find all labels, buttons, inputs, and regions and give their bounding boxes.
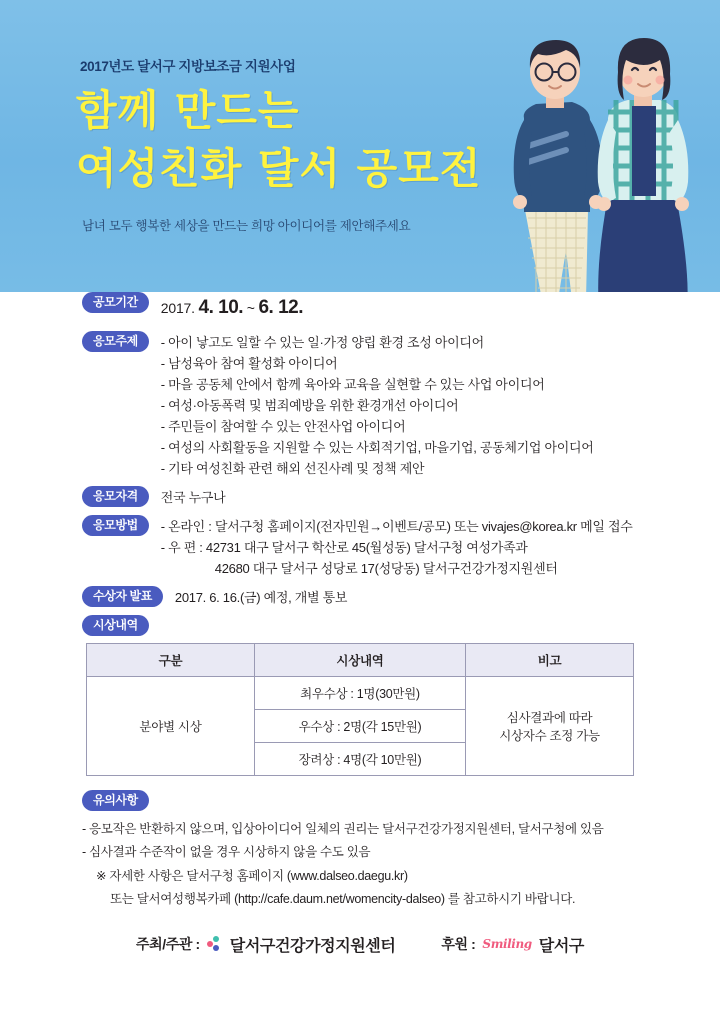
section-announcement [0,586,720,608]
poster-title-line-2: 여성친화 달서 공모전 [76,144,482,193]
header-kicker: 2017년도 달서구 지방보조금 지원사업 [80,59,296,74]
period-value [161,292,303,324]
method-mail-second-address: 42680 대구 달서구 성당로 17(성당동) 달서구건강가정지원센터 [214,561,558,577]
period-year: 2017. [160,300,195,316]
poster-body [0,292,720,956]
woman-figure [597,38,689,292]
notice-list [0,818,720,911]
topic-item: - 주민들이 참여할 수 있는 안전사업 아이디어 [160,418,406,434]
tag-period: 공모기간 [82,292,149,313]
host-organization: 달서구건강가정지원센터 [229,937,396,955]
eligibility-value: 전국 누구나 [160,490,226,506]
section-topic [0,331,720,479]
topic-item: - 여성의 사회활동을 지원할 수 있는 사회적기업, 마을기업, 공동체기업 아이디어 [160,440,594,455]
topic-item: - 남성육아 참여 활성화 아이디어 [160,355,338,371]
method-online: - 온라인 : 달서구청 홈페이지(전자민원→이벤트/공모) 또는 vivajes@korea.kr 메일 접수 [160,519,633,535]
announcement-value: 2017. 6. 16.(금) 예정, 개별 통보 [174,590,348,606]
section-period [0,292,720,324]
tag-eligibility: 응모자격 [82,486,149,507]
notice-item: - 응모작은 반환하지 않으며, 입상아이디어 일체의 권리는 달서구건강가정지원센터, 달서구청에 있음 [82,822,604,837]
table-col-category: 구분 [87,644,255,677]
topic-item: - 마을 공동체 안에서 함께 육아와 교육을 실현할 수 있는 사업 아이디어 [160,376,545,392]
sponsor-organization: 달서구 [538,937,584,955]
awards-prize: 장려상 : 4명(각 10만원) [254,743,465,776]
awards-table [86,643,634,776]
topic-item: - 아이 낳고도 일할 수 있는 일·가정 양립 환경 조성 아이디어 [160,334,484,350]
poster-footer [0,933,720,956]
notice-item: 또는 달서여성행복카페 (http://cafe.daum.net/womencity-dalseo) 를 참고하시기 바랍니다. [110,891,576,906]
sponsor-label: 후원 : [441,936,476,953]
topic-item: - 기타 여성친화 관련 해외 선진사례 및 정책 제안 [160,461,425,477]
sponsor-group [441,933,584,956]
host-group [136,933,395,956]
awards-note-line-2: 시상자수 조정 가능 [499,729,600,744]
poster-header [0,0,720,292]
man-figure [513,40,603,292]
table-col-award: 시상내역 [254,644,465,677]
host-label: 주최/주관 : [136,936,200,953]
period-end: 6. 12. [258,297,304,318]
tag-method: 응모방법 [82,515,149,536]
topic-item: - 여성·아동폭력 및 범죄예방을 위한 환경개선 아이디어 [160,397,459,413]
tag-topic: 응모주제 [82,331,149,352]
awards-category: 분야별 시상 [87,677,255,776]
center-logo-icon [207,936,223,952]
section-eligibility [0,486,720,508]
awards-note-line-1: 심사결과에 따라 [506,711,593,726]
table-col-note: 비고 [466,644,634,677]
couple-illustration [480,0,720,292]
table-row [87,677,634,710]
period-start: 4. 10. [198,297,244,318]
awards-prize: 최우수상 : 1명(30만원) [254,677,465,710]
poster-subtitle: 남녀 모두 행복한 세상을 만드는 희망 아이디어를 제안해주세요 [82,219,411,233]
tag-announcement: 수상자 발표 [82,586,163,607]
awards-table-wrapper [0,643,720,776]
method-list [161,515,633,579]
awards-note [466,677,634,776]
poster-title-line-1: 함께 만드는 [76,86,300,135]
method-mail: - 우 편 : 42731 대구 달서구 학산로 45(월성동) 달서구청 여성가족과 [160,540,528,556]
section-awards-header [0,615,720,636]
tag-notice: 유의사항 [82,790,149,811]
notice-item: - 심사결과 수준작이 없을 경우 시상하지 않을 수도 있음 [82,845,371,860]
awards-prize: 우수상 : 2명(각 15만원) [254,710,465,743]
section-method [0,515,720,579]
smiling-logo-icon: Smiling [482,937,532,952]
period-tilde: ~ [246,300,255,316]
topic-list [161,331,594,479]
table-header-row [87,644,634,677]
tag-awards: 시상내역 [82,615,149,636]
section-notice-header [0,790,720,811]
notice-item: ※ 자세한 사항은 달서구청 홈페이지 (www.dalseo.daegu.kr) [96,868,408,883]
